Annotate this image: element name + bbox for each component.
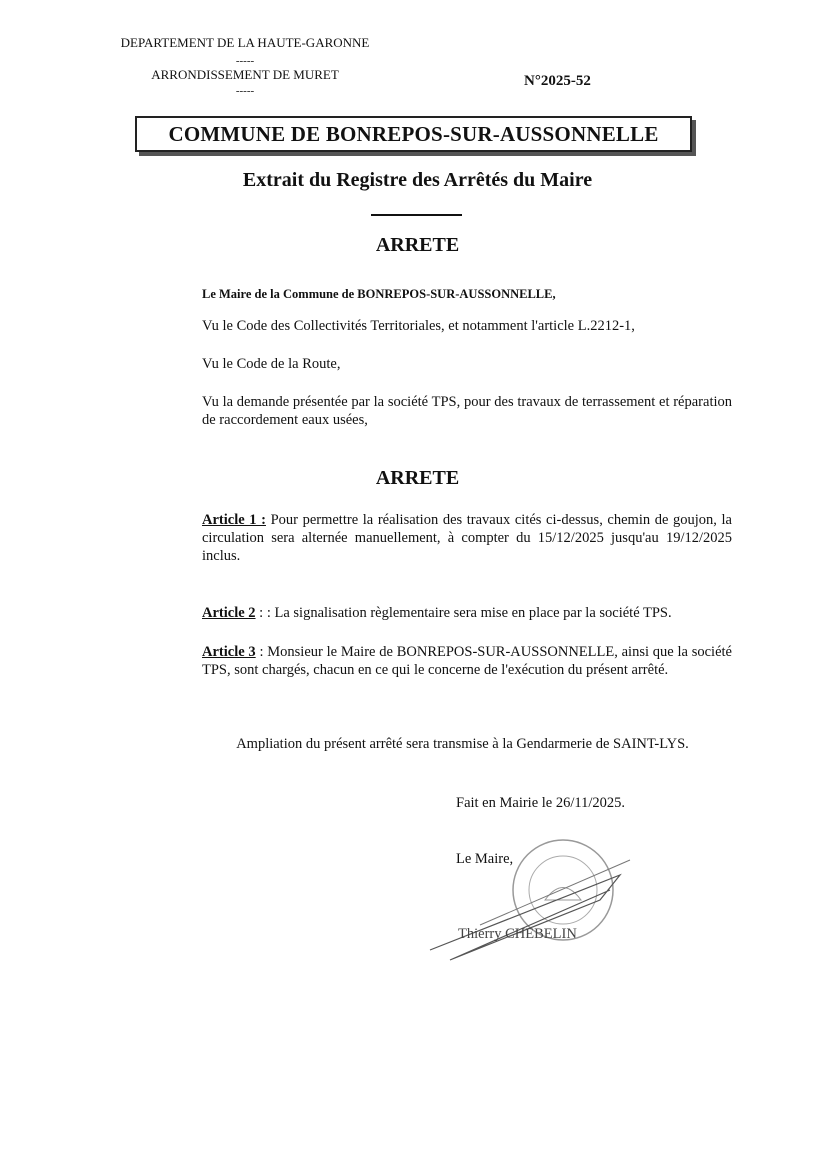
subtitle: Extrait du Registre des Arrêtés du Maire xyxy=(242,169,593,191)
preamble-mayor: Le Maire de la Commune de BONREPOS-SUR-AUSSONNELLE, xyxy=(202,287,556,301)
arrondissement-label: ARRONDISSEMENT DE MURET xyxy=(151,67,339,82)
ampliation: Ampliation du présent arrêté sera transmise à la Gendarmerie de SAINT-LYS. xyxy=(236,736,689,752)
arrete-heading: ARRETE xyxy=(375,234,460,256)
article-2 xyxy=(202,604,732,622)
separator: ----- xyxy=(235,85,255,97)
article-text: Pour permettre la réalisation des travaux cités ci-dessus, chemin de goujon, la circulation sera alternée manuellement, à compter du 15/12/2025 jusqu'au 19/12/2025 inclus. xyxy=(202,512,732,564)
preamble-vu-code-route: Vu le Code de la Route, xyxy=(202,356,341,372)
arrete-heading-2: ARRETE xyxy=(375,467,460,489)
signatory-name: Thierry CHEBELIN xyxy=(458,926,577,942)
preamble-vu-code-collectivites: Vu le Code des Collectivités Territoriales, et notamment l'article L.2212-1, xyxy=(202,318,635,334)
article-text: : Monsieur le Maire de BONREPOS-SUR-AUSSONNELLE, ainsi que la société TPS, sont chargés, chacun en ce qui le concerne de l'exécution du présent arrêté. xyxy=(202,644,732,678)
commune-title: COMMUNE DE BONREPOS-SUR-AUSSONNELLE xyxy=(135,116,692,152)
separator: ----- xyxy=(235,55,255,67)
stamp-and-signature-icon xyxy=(420,830,640,970)
department-label: DEPARTEMENT DE LA HAUTE-GARONNE xyxy=(120,35,370,50)
preamble-vu-demande: Vu la demande présentée par la société TPS, pour des travaux de terrassement et réparation de raccordement eaux usées, xyxy=(202,394,732,428)
article-3 xyxy=(202,643,732,679)
article-label: Article 3 xyxy=(202,644,256,660)
fait-en-mairie: Fait en Mairie le 26/11/2025. xyxy=(456,795,626,811)
article-label: Article 2 xyxy=(202,605,256,621)
article-text: : : La signalisation règlementaire sera mise en place par la société TPS. xyxy=(255,605,672,621)
arrete-number: N°2025-52 xyxy=(524,73,591,89)
divider xyxy=(371,214,462,216)
signature-title: Le Maire, xyxy=(456,851,514,867)
article-label: Article 1 : xyxy=(202,512,266,528)
article-1 xyxy=(202,511,732,565)
